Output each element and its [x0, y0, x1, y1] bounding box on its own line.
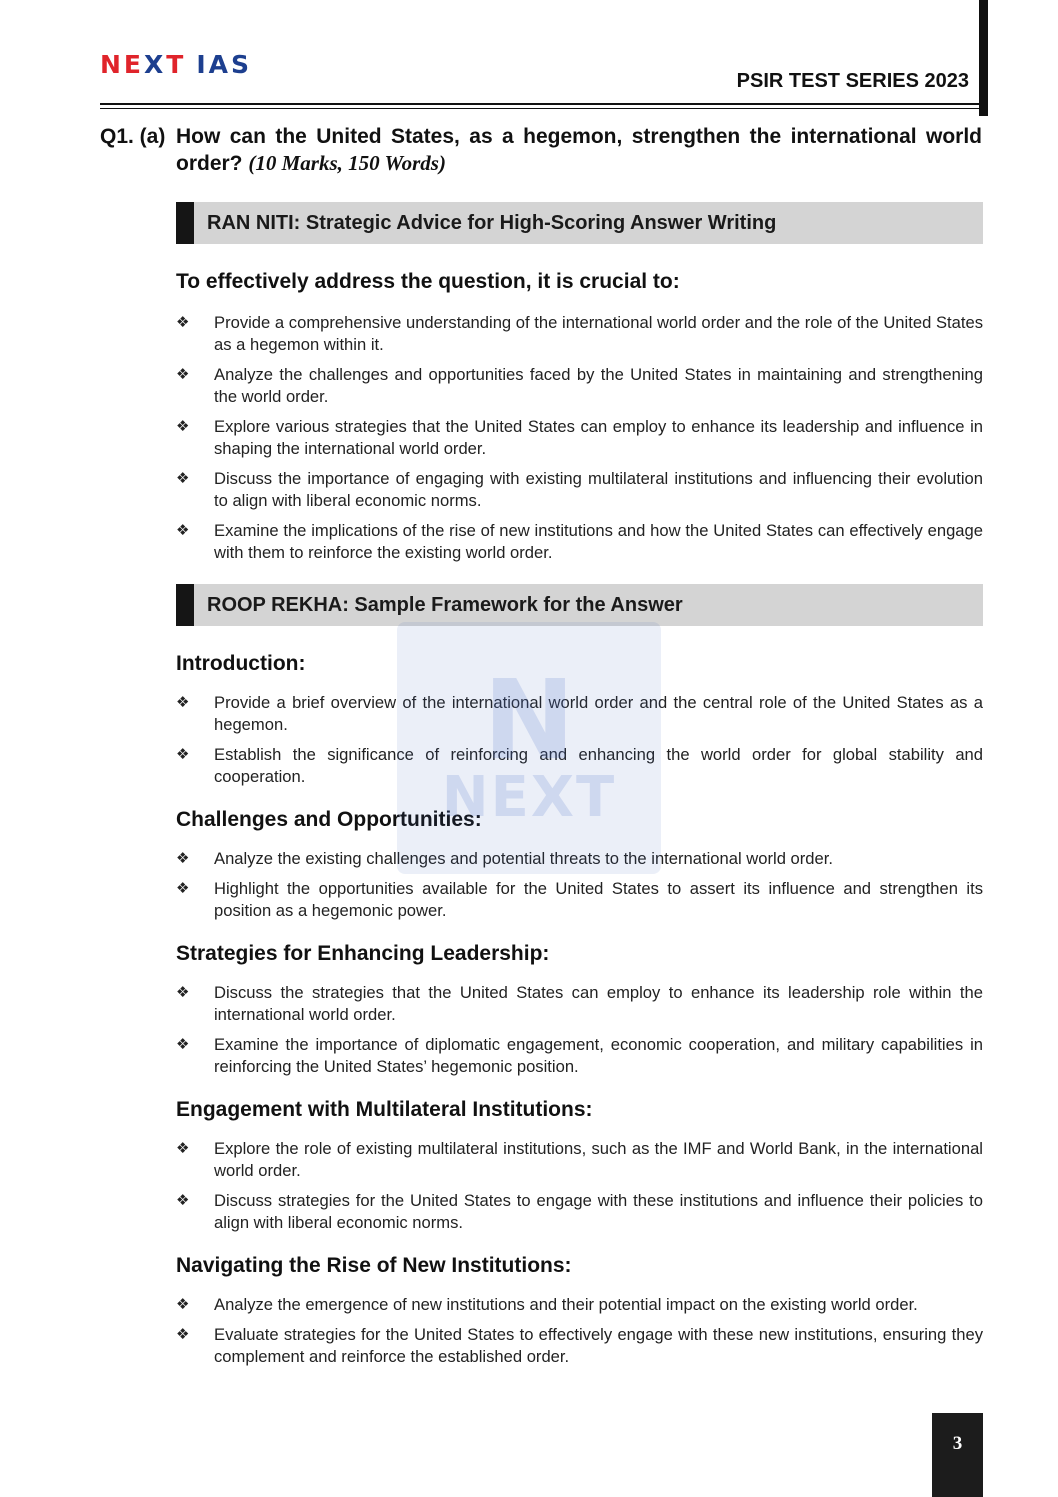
list-item-text: Establish the significance of reinforcing and enhancing the world order for global stability and cooperation.	[214, 745, 983, 786]
diamond-bullet-icon: ❖	[176, 694, 190, 711]
diamond-bullet-icon: ❖	[176, 522, 190, 539]
advice-band: RAN NITI: Strategic Advice for High-Scoring Answer Writing	[176, 202, 983, 244]
logo-part1: NE	[100, 50, 145, 79]
page-number: 3	[932, 1413, 983, 1497]
answer-guide	[176, 202, 983, 1376]
list-item-text: Provide a comprehensive understanding of the international world order and the role of the United States as a hegemon within it.	[214, 313, 983, 354]
question-text: How can the United States, as a hegemon, strengthen the international world order?	[176, 125, 982, 175]
list-item-text: Discuss the importance of engaging with existing multilateral institutions and influencing their evolution to align with liberal economic norms.	[214, 469, 983, 510]
list-item-text: Highlight the opportunities available for the United States to assert its influence and strengthen its position as a hegemonic power.	[214, 879, 983, 920]
list-item	[176, 364, 983, 408]
question-marks: (10 Marks, 150 Words)	[248, 151, 446, 175]
section-list	[176, 692, 983, 788]
list-item	[176, 1294, 983, 1316]
section-list	[176, 848, 983, 922]
header-divider	[100, 103, 982, 109]
diamond-bullet-icon: ❖	[176, 314, 190, 331]
diamond-bullet-icon: ❖	[176, 418, 190, 435]
diamond-bullet-icon: ❖	[176, 984, 190, 1001]
next-ias-logo	[100, 50, 252, 79]
list-item	[176, 416, 983, 460]
diamond-bullet-icon: ❖	[176, 1296, 190, 1313]
list-item-text: Evaluate strategies for the United States to effectively engage with these new institutions, ensuring they complement and reinforce the established order.	[214, 1325, 983, 1366]
diamond-bullet-icon: ❖	[176, 746, 190, 763]
list-item-text: Examine the implications of the rise of new institutions and how the United States can effectively engage with them to reinforce the existing world order.	[214, 521, 983, 562]
section-list	[176, 982, 983, 1078]
framework-band: ROOP REKHA: Sample Framework for the Answer	[176, 584, 983, 626]
list-item	[176, 982, 983, 1026]
watermark-brand: NEXT	[441, 765, 617, 830]
list-item	[176, 520, 983, 564]
list-item-text: Explore the role of existing multilateral institutions, such as the IMF and World Bank, in the international world order.	[214, 1139, 983, 1180]
diamond-bullet-icon: ❖	[176, 1192, 190, 1209]
list-item	[176, 1034, 983, 1078]
diamond-bullet-icon: ❖	[176, 1140, 190, 1157]
list-item-text: Discuss the strategies that the United States can employ to enhance its leadership role within the international world order.	[214, 983, 983, 1024]
list-item	[176, 1190, 983, 1234]
list-item-text: Explore various strategies that the United States can employ to enhance its leadership and influence in shaping the international world order.	[214, 417, 983, 458]
logo-ias: IAS	[196, 50, 253, 79]
advice-lead: To effectively address the question, it is crucial to:	[176, 270, 680, 293]
diamond-bullet-icon: ❖	[176, 1326, 190, 1343]
section-heading: Engagement with Multilateral Institutions:	[176, 1098, 593, 1121]
advice-list	[176, 312, 983, 564]
question-text-wrap	[176, 123, 982, 177]
list-item	[176, 848, 983, 870]
list-item	[176, 692, 983, 736]
list-item	[176, 312, 983, 356]
framework-sections	[176, 652, 983, 1368]
list-item	[176, 468, 983, 512]
diamond-bullet-icon: ❖	[176, 850, 190, 867]
diamond-bullet-icon: ❖	[176, 1036, 190, 1053]
list-item-text: Examine the importance of diplomatic engagement, economic cooperation, and military capabilities in reinforcing the United States’ hegemonic position.	[214, 1035, 983, 1076]
diamond-bullet-icon: ❖	[176, 366, 190, 383]
list-item	[176, 1138, 983, 1182]
list-item-text: Analyze the emergence of new institutions and their potential impact on the existing world order.	[214, 1295, 918, 1314]
series-title: PSIR TEST SERIES 2023	[736, 70, 969, 92]
list-item-text: Analyze the challenges and opportunities faced by the United States in maintaining and strengthening the world order.	[214, 365, 983, 406]
section-list	[176, 1138, 983, 1234]
watermark-letter: N	[482, 656, 576, 784]
list-item-text: Analyze the existing challenges and potential threats to the international world order.	[214, 849, 833, 868]
logo-x: X	[144, 50, 167, 79]
list-item	[176, 878, 983, 922]
diamond-bullet-icon: ❖	[176, 470, 190, 487]
right-edge-bar	[979, 0, 988, 116]
logo-part2: T	[166, 50, 187, 79]
question-number: Q1. (a)	[100, 125, 166, 148]
section-heading: Navigating the Rise of New Institutions:	[176, 1254, 572, 1277]
list-item-text: Provide a brief overview of the international world order and the central role of the United States as a hegemon.	[214, 693, 983, 734]
question-block	[100, 123, 982, 177]
list-item	[176, 744, 983, 788]
diamond-bullet-icon: ❖	[176, 880, 190, 897]
section-heading: Strategies for Enhancing Leadership:	[176, 942, 550, 965]
section-list	[176, 1294, 983, 1368]
list-item	[176, 1324, 983, 1368]
section-heading: Introduction:	[176, 652, 306, 675]
section-heading: Challenges and Opportunities:	[176, 808, 482, 831]
list-item-text: Discuss strategies for the United States to engage with these institutions and influence their policies to align with liberal economic norms.	[214, 1191, 983, 1232]
